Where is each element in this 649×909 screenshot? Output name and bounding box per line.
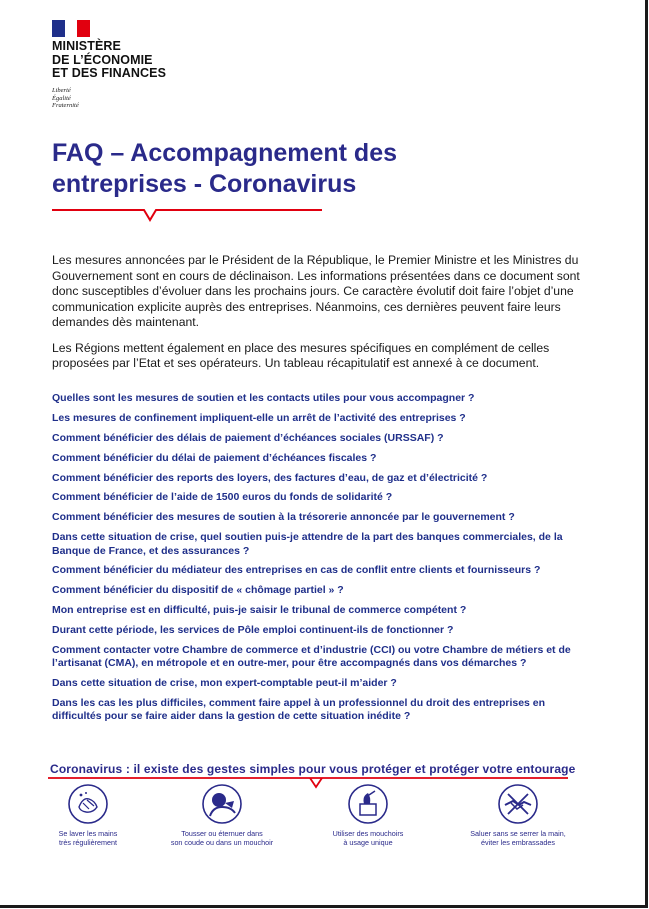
caption-line: son coude ou dans un mouchoir — [170, 838, 274, 847]
intro-paragraph: Les Régions mettent également en place des mesures spécifiques en complément de celles proposées par l’Etat et ses opérateurs. Un tableau récapitulatif est annexé à ce document. — [52, 340, 550, 370]
faq-link[interactable]: Comment bénéficier du dispositif de « chômage partiel » ? — [52, 584, 344, 597]
faq-link[interactable]: Quelles sont les mesures de soutien et les contacts utiles pour vous accompagner ? — [52, 392, 475, 404]
faq-link[interactable]: Mon entreprise est en difficulté, puis-je saisir le tribunal de commerce compétent ? — [52, 604, 467, 617]
ministry-name — [52, 40, 166, 81]
gesture-caption — [293, 829, 443, 847]
ministry-line: ET DES FINANCES — [52, 66, 167, 80]
intro-paragraph: Les mesures annoncées par le Président de la République, le Premier Ministre et les Ministres du Gouvernement sont en cours de déclinaison. Les informations présentées dans ce document sont donc susceptibles d’évoluer dans les prochains jours. Ce caractère évolutif doit faire l’objet d’une communication explicite auprès des entreprises. Néanmoins, ces dernières peuvent faire leurs demandes dès maintenant. — [52, 253, 580, 329]
gesture-tissue — [293, 783, 443, 847]
gesture-caption — [13, 829, 163, 847]
faq-link[interactable]: Dans cette situation de crise, mon expert-comptable peut-il m’aider ? — [52, 677, 397, 690]
faq-link[interactable]: Comment bénéficier du délai de paiement d’échéances fiscales ? — [52, 451, 377, 464]
motto-line: Égalité — [52, 94, 71, 102]
caption-line: Se laver les mains — [58, 829, 118, 838]
caption-line: à usage unique — [343, 838, 393, 847]
faq-link[interactable]: Comment bénéficier des délais de paiement d’échéances sociales (URSSAF) ? — [52, 431, 444, 444]
gesture-caption — [147, 829, 297, 847]
caption-line: Saluer sans se serrer la main, — [470, 829, 566, 838]
hand-washing-icon — [67, 783, 109, 825]
gesture-no-handshake — [443, 783, 593, 847]
faq-link[interactable]: Comment contacter votre Chambre de commerce et d’industrie (CCI) ou votre Chambre de métiers et de l’artisanat (CMA), en métropole et en outre-mer, pour être accompagnés dans vos démarches ? — [52, 643, 571, 670]
title-line: entreprises - Coronavirus — [52, 170, 357, 198]
faq-link[interactable]: Dans les cas les plus difficiles, comment faire appel à un professionnel du droit des entreprises en difficultés pour se faire aider dans la gestion de cette situation inédite ? — [52, 697, 546, 723]
document-title — [52, 138, 612, 200]
caption-line: très régulièrement — [59, 838, 117, 847]
faq-list — [52, 392, 597, 730]
title-underline-speech-icon — [52, 205, 322, 227]
faq-link[interactable]: Comment bénéficier des mesures de soutien à la trésorerie annoncée par le gouvernement ? — [52, 511, 515, 524]
ministry-line: MINISTÈRE — [52, 39, 121, 53]
caption-line: Tousser ou éternuer dans — [181, 829, 263, 838]
title-line: FAQ – Accompagnement des — [52, 139, 397, 167]
faq-link[interactable]: Durant cette période, les services de Pôle emploi continuent-ils de fonctionner ? — [52, 624, 454, 637]
faq-link[interactable]: Dans cette situation de crise, quel soutien puis-je attendre de la part des banques commerciales, de la Banque de France, et des assurances ? — [52, 531, 563, 557]
no-handshake-icon — [497, 783, 539, 825]
french-flag-logo — [52, 20, 90, 37]
intro-text — [52, 253, 584, 382]
faq-link[interactable]: Comment bénéficier du médiateur des entreprises en cas de conflit entre clients et fournisseurs ? — [52, 564, 541, 577]
gesture-hand-washing — [13, 783, 163, 847]
tissue-icon — [347, 783, 389, 825]
ministry-line: DE L’ÉCONOMIE — [52, 52, 153, 67]
caption-line: éviter les embrassades — [481, 838, 555, 847]
faq-link[interactable]: Les mesures de confinement impliquent-elle un arrêt de l’activité des entreprises ? — [52, 411, 466, 424]
motto-line: Fraternité — [52, 102, 79, 109]
gesture-sneeze-elbow — [147, 783, 297, 847]
faq-link[interactable]: Comment bénéficier de l’aide de 1500 euros du fonds de solidarité ? — [52, 491, 393, 504]
motto-line: Liberté — [52, 87, 71, 94]
banner-title: Coronavirus : il existe des gestes simples pour vous protéger et protéger votre entourage — [50, 762, 576, 776]
gesture-caption — [443, 829, 593, 847]
sneeze-elbow-icon — [201, 783, 243, 825]
republic-motto — [52, 87, 79, 110]
caption-line: Utiliser des mouchoirs — [332, 829, 404, 838]
faq-link[interactable]: Comment bénéficier des reports des loyers, des factures d’eau, de gaz et d’électricité ? — [52, 471, 488, 484]
